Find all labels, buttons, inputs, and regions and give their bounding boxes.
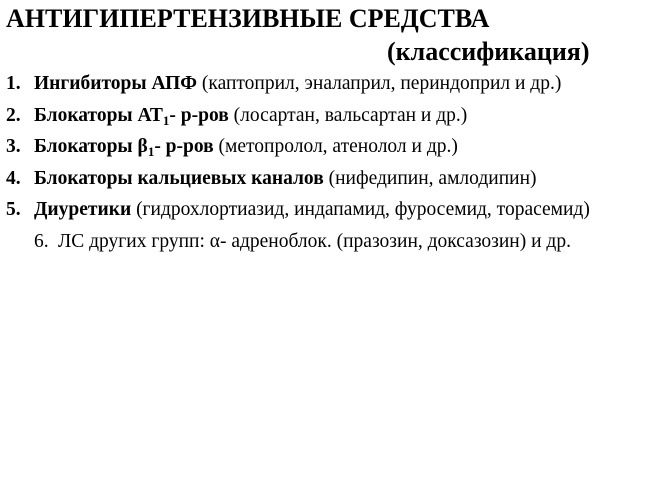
list-item [6,135,590,159]
drug-class-name [34,136,214,157]
drug-examples: (гидрохлортиазид, индапамид, фуросемид, торасемид) [136,199,590,220]
drug-examples: (метопролол, атенолол и др.) [218,136,458,157]
page-subtitle: (классификация) [387,37,590,66]
drug-examples: (нифедипин, амлодипин) [328,167,537,189]
drug-class-subscript: 1 [147,144,155,159]
item-number: 5. [6,199,21,220]
drug-class-name: Диуретики [34,199,132,220]
drug-class-name [34,105,229,126]
list-item [6,167,590,191]
list-item [6,230,590,254]
list-item [6,72,590,96]
drug-class-name-main: Блокаторы АТ [34,104,163,126]
drug-class-subscript: 1 [162,112,170,128]
item-number: 6. [34,230,49,252]
drug-class-name-suffix: - р-ров [169,104,229,126]
drug-class-name-suffix: - р-ров [154,136,214,157]
classification-list [6,72,590,261]
drug-examples: (каптоприл, эналаприл, периндоприл и др.) [201,73,562,94]
drug-examples: (лосартан, вальсартан и др.) [233,104,468,126]
list-item [6,198,590,222]
item-number: 3. [6,136,21,157]
drug-class-name-main: Блокаторы β [34,136,148,157]
page-title: АНТИГИПЕРТЕНЗИВНЫЕ СРЕДСТВА [6,4,490,33]
item-number: 4. [6,167,21,189]
list-item [6,104,590,128]
other-groups-text: ЛС других групп: α- адреноблок. (празозин, доксазозин) и др. [58,230,571,252]
item-number: 1. [6,73,21,94]
item-number: 2. [6,104,21,126]
drug-class-name: Ингибиторы АПФ [34,73,198,94]
drug-class-name: Блокаторы кальциевых каналов [34,167,324,189]
